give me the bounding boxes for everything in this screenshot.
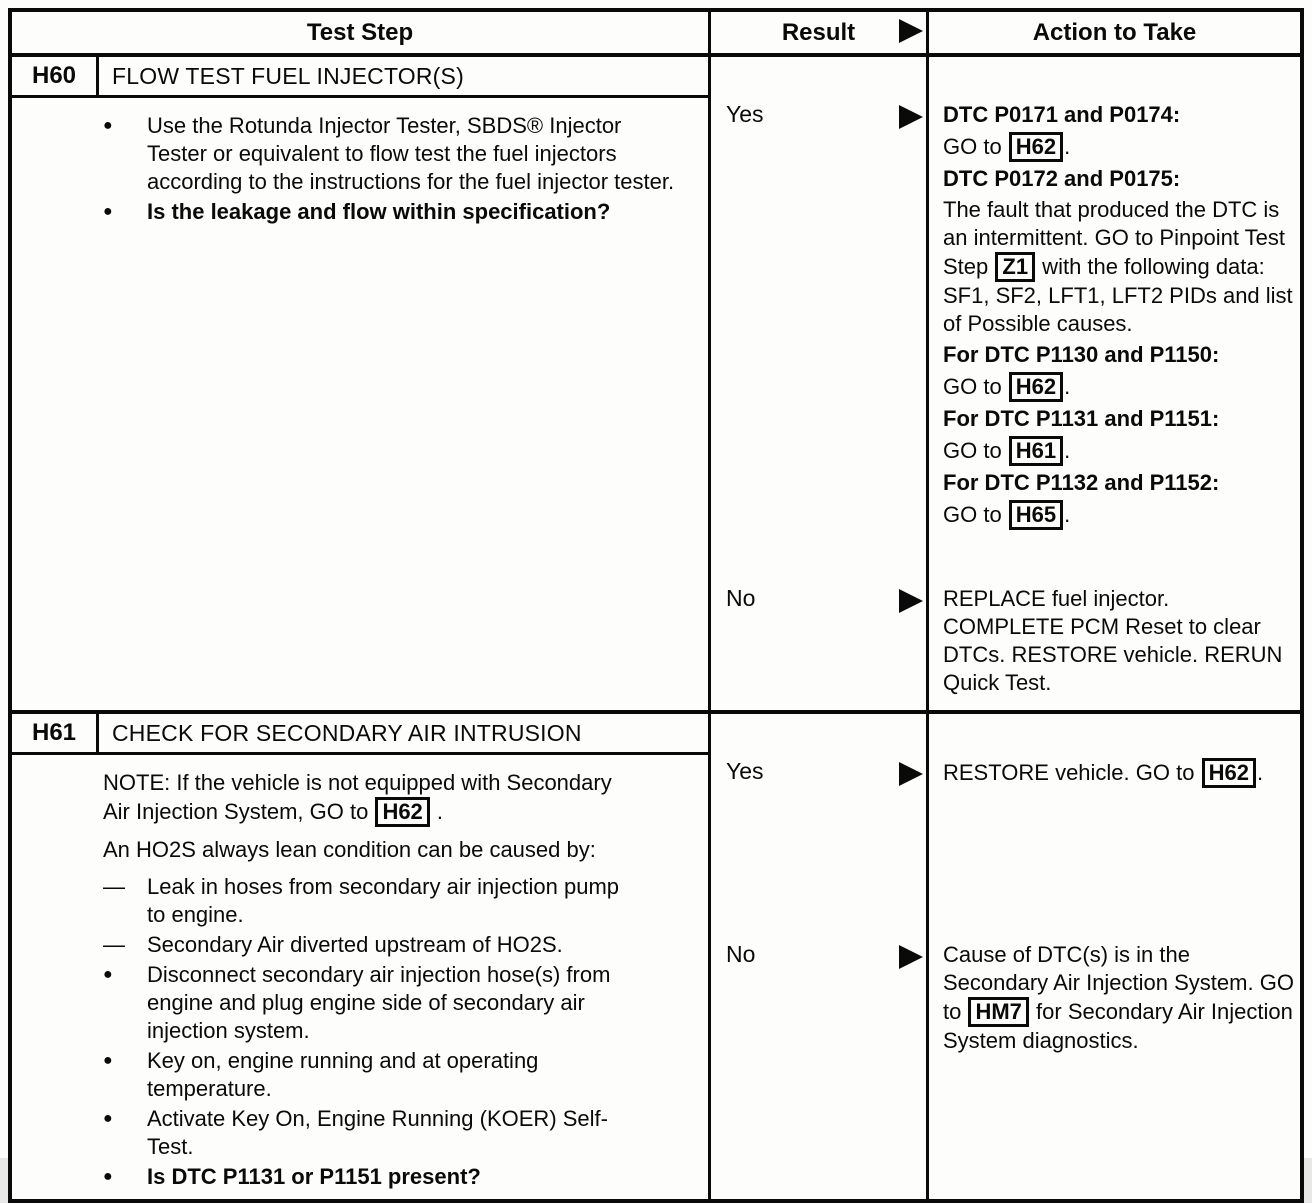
text-segment: NOTE: If the vehicle is not equipped with Secondary Air Injection System, GO to <box>103 770 617 824</box>
text-segment: DTC P0171 and P0174: <box>943 102 1181 127</box>
action-paragraph <box>943 101 1296 129</box>
text-segment: Is DTC P1131 or P1151 present? <box>147 1164 481 1189</box>
step-ref-box: Z1 <box>995 252 1035 282</box>
step-item-text <box>147 112 684 196</box>
action-paragraph <box>943 132 1296 162</box>
bullet-icon: ● <box>103 966 113 983</box>
pinpoint-test-table <box>8 8 1304 1203</box>
step-item <box>12 961 684 1045</box>
text-segment: GO to <box>943 134 1008 159</box>
step-item <box>12 1047 684 1103</box>
action-paragraph <box>943 372 1296 402</box>
step-title: CHECK FOR SECONDARY AIR INTRUSION <box>112 719 582 746</box>
header-cell-action <box>929 12 1300 53</box>
text-segment: RESTORE vehicle. GO to <box>943 760 1201 785</box>
step-item-text <box>147 1105 629 1161</box>
table-body <box>12 57 1300 1199</box>
step-ref-box: H62 <box>1009 372 1063 402</box>
action-cell <box>929 577 1300 710</box>
action-paragraph <box>943 165 1296 193</box>
text-segment: Cause of DTC(s) is in the Secondary Air Injection System. GO to <box>943 941 1301 1024</box>
step-item-text <box>147 873 629 929</box>
step-item-text <box>147 1163 629 1191</box>
action-paragraph <box>943 500 1296 530</box>
step-item-text <box>103 769 631 827</box>
text-segment: An HO2S always lean condition can be caused by: <box>103 837 596 862</box>
step-id: H60 <box>12 57 99 95</box>
action-cell <box>929 933 1300 1200</box>
step-ref-box: H61 <box>1009 436 1063 466</box>
header-result-label: Result <box>781 18 856 46</box>
bullet-icon: ● <box>103 1168 113 1185</box>
text-segment: For DTC P1130 and P1150: <box>943 342 1220 367</box>
dash-icon: — <box>103 874 125 899</box>
table-header-row <box>12 12 1300 57</box>
step-item-text <box>147 1047 629 1103</box>
step-item <box>12 836 684 864</box>
action-paragraph <box>943 341 1296 369</box>
result-arrow-icon <box>899 588 923 620</box>
result-arrow-icon <box>899 944 923 976</box>
step-ref-box: H62 <box>1009 132 1063 162</box>
action-paragraph <box>943 758 1296 788</box>
text-segment: . <box>1064 502 1071 527</box>
step-item-text <box>103 836 596 864</box>
step-title-row <box>12 57 708 98</box>
bullet-icon: ● <box>103 117 113 134</box>
text-segment: GO to <box>943 438 1008 463</box>
text-segment: . <box>1064 438 1071 463</box>
text-segment: . <box>1064 374 1071 399</box>
result-label: No <box>726 940 756 967</box>
text-segment: Activate Key On, Engine Running (KOER) Self-Test. <box>147 1106 608 1159</box>
action-paragraph <box>943 196 1299 338</box>
test-step-cell <box>12 714 711 1199</box>
dash-icon: — <box>103 932 125 957</box>
step-item-text <box>147 198 684 226</box>
test-section-h61 <box>12 710 1300 1199</box>
text-segment: The fault that produced the DTC is an intermittent. GO to Pinpoint Test Step <box>943 197 1292 279</box>
text-segment: . <box>1256 760 1264 785</box>
text-segment: DTC P0172 and P0175: <box>943 166 1181 191</box>
text-segment: with the following data: SF1, SF2, LFT1, LFT2 PIDs and list of Possible causes. <box>943 254 1299 336</box>
text-segment: Key on, engine running and at operating temperature. <box>147 1048 545 1101</box>
step-ref-box: H62 <box>1202 758 1256 788</box>
action-paragraph <box>943 941 1301 1055</box>
text-segment: for Secondary Air Injection System diagnostics. <box>943 998 1299 1053</box>
result-label: No <box>726 585 756 611</box>
header-cell-test-step <box>12 12 711 53</box>
step-item-text <box>147 961 629 1045</box>
step-item <box>12 112 684 196</box>
result-arrow-icon <box>899 761 923 793</box>
text-segment: For DTC P1131 and P1151: <box>943 406 1220 431</box>
text-segment: . <box>1064 134 1071 159</box>
text-segment: GO to <box>943 374 1008 399</box>
bullet-icon: ● <box>103 1052 113 1069</box>
bullet-icon: ● <box>103 1110 113 1127</box>
bullet-icon: ● <box>103 203 113 220</box>
text-segment: Is the leakage and flow within specification? <box>147 199 611 224</box>
result-label: Yes <box>726 758 764 784</box>
text-segment: . <box>430 799 444 824</box>
result-cell <box>711 714 929 933</box>
step-item <box>12 769 684 827</box>
step-body <box>12 98 708 234</box>
result-arrow-icon <box>899 18 923 44</box>
result-cell <box>711 57 929 577</box>
text-segment: Disconnect secondary air injection hose(s) from engine and plug engine side of secondary air injection system. <box>147 962 617 1043</box>
result-arrow-icon <box>899 104 923 136</box>
step-item-text <box>147 931 629 959</box>
result-cell <box>711 933 929 1200</box>
step-item <box>12 873 684 929</box>
step-ref-box: H65 <box>1009 500 1063 530</box>
header-action-label: Action to Take <box>1032 18 1197 46</box>
step-item <box>12 1163 684 1191</box>
step-title-row <box>12 714 708 755</box>
action-cell <box>929 57 1300 577</box>
text-segment: REPLACE fuel injector. COMPLETE PCM Reset to clear DTCs. RESTORE vehicle. RERUN Quick Test. <box>943 586 1289 695</box>
result-cell <box>711 577 929 710</box>
action-cell <box>929 714 1300 933</box>
result-label: Yes <box>726 101 764 127</box>
text-segment: Leak in hoses from secondary air injection pump to engine. <box>147 874 626 927</box>
action-paragraph <box>943 405 1296 433</box>
header-cell-result <box>711 12 929 53</box>
step-ref-box: HM7 <box>968 997 1028 1027</box>
step-item <box>12 1105 684 1161</box>
test-step-cell <box>12 57 711 710</box>
step-item <box>12 198 684 226</box>
text-segment: GO to <box>943 502 1008 527</box>
text-segment: Use the Rotunda Injector Tester, SBDS® Injector Tester or equivalent to flow test the fuel injectors according to the instructions for the fuel injector tester. <box>147 113 675 194</box>
step-title: FLOW TEST FUEL INJECTOR(S) <box>112 62 464 89</box>
step-id: H61 <box>12 714 99 752</box>
header-test-step-label: Test Step <box>306 18 414 46</box>
test-section-h60 <box>12 57 1300 710</box>
text-segment: Secondary Air diverted upstream of HO2S. <box>147 932 563 957</box>
action-paragraph <box>943 469 1296 497</box>
action-paragraph <box>943 585 1296 697</box>
text-segment: For DTC P1132 and P1152: <box>943 470 1220 495</box>
action-paragraph <box>943 436 1296 466</box>
step-body <box>12 755 708 1199</box>
step-ref-box: H62 <box>375 797 429 827</box>
step-item <box>12 931 684 959</box>
